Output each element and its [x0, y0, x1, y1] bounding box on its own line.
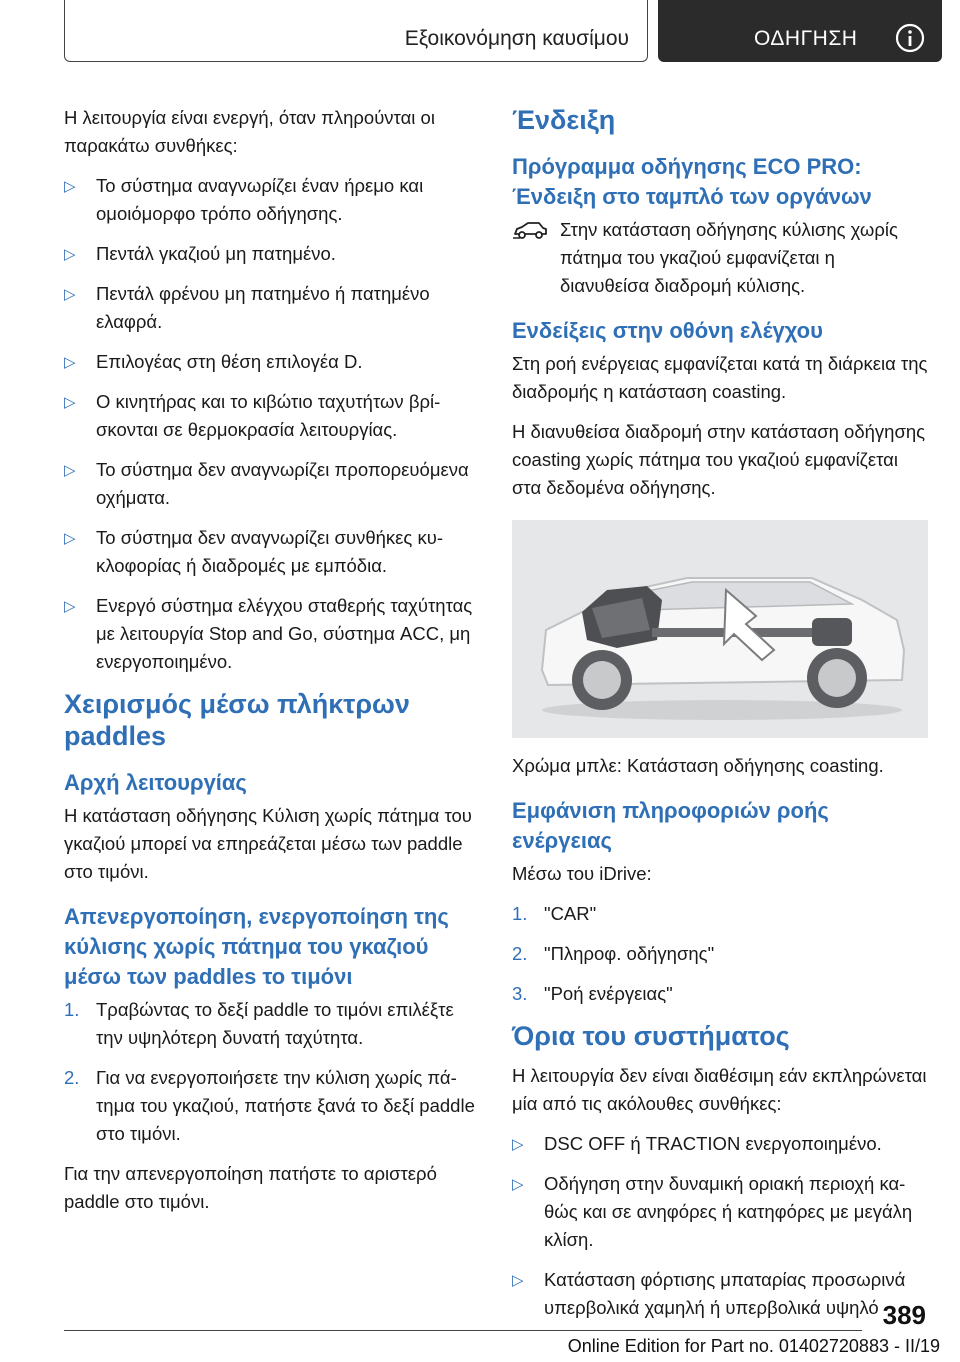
energy-flow-heading: Εμφάνιση πληροφοριών ροής ενέργειας [512, 798, 829, 853]
toggle-off-text: Για την απενεργοποίηση πατήστε το αριστερό paddle στο τιμόνι. [64, 1163, 437, 1212]
car-coasting-icon [512, 220, 548, 240]
car-drivetrain-image [512, 520, 928, 738]
toggle-heading: Απενεργοποίηση, ενεργοποίηση της κύλισης χωρίς πάτημα του γκαζιού μέσω των paddles το τιμόνι [64, 904, 449, 989]
energy-flow-steps [512, 900, 928, 1008]
list-item: 2. "Πληροφ. οδήγησης" [512, 943, 715, 964]
triangle-bullet-icon: ▷ [64, 286, 76, 303]
list-item: ▷ Ο κινητήρας και το κιβώτιο ταχυτήτων βρίσκονται σε θερμοκρασία λειτουργίας. [64, 391, 441, 440]
principle-text: Η κατάσταση οδήγησης Κύλιση χωρίς πάτημα του γκαζιού μπορεί να επηρεάζεται μέσω των paddle στο τιμόνι. [64, 805, 472, 882]
image-caption: Χρώμα μπλε: Κατάσταση οδήγησης coasting. [512, 755, 884, 776]
list-item: ▷ Επιλογέας στη θέση επιλογέα D. [64, 348, 480, 376]
list-item: 1. "CAR" [512, 903, 597, 924]
page-number: 389 [882, 1300, 926, 1330]
header-chapter-tab [658, 0, 942, 62]
list-item: 2. Για να ενεργοποιήσετε την κύλιση χωρίς πάτημα του γκαζιού, πατήστε ξανά το δεξί paddle στο τιμόνι. [64, 1067, 475, 1144]
right-column [512, 104, 928, 1334]
triangle-bullet-icon: ▷ [512, 1272, 524, 1289]
conditions-list [64, 172, 480, 676]
triangle-bullet-icon: ▷ [64, 598, 76, 615]
triangle-bullet-icon: ▷ [64, 246, 76, 263]
system-limits-list [512, 1130, 928, 1322]
system-limits-intro: Η λειτουργία δεν είναι διαθέσιμη εάν εκπληρώνεται μία από τις ακόλουθες συνθήκες: [512, 1065, 927, 1114]
control-text-1: Στη ροή ενέργειας εμφανίζεται κατά τη διάρκεια της διαδρομής η κατάσταση coasting. [512, 353, 928, 402]
header-section-tab [64, 0, 648, 62]
principle-heading: Αρχή λειτουργίας [64, 770, 247, 795]
left-column [64, 104, 480, 1228]
list-item: ▷ Το σύστημα δεν αναγνωρίζει συνθήκες κυκλοφορίας ή διαδρομές με εμπόδια. [64, 527, 444, 576]
triangle-bullet-icon: ▷ [64, 354, 76, 371]
triangle-bullet-icon: ▷ [64, 530, 76, 547]
list-item: ▷ Πεντάλ γκαζιού μη πατημένο. [64, 240, 480, 268]
list-item: ▷ Ενεργό σύστημα ελέγχου σταθερής ταχύτητας με λειτουργία Stop and Go, σύστημα ACC, μη ενεργοποιημένο. [64, 595, 473, 672]
list-item: ▷ Το σύστημα δεν αναγνωρίζει προπορευόμενα οχήματα. [64, 459, 469, 508]
list-item: ▷ Κατάσταση φόρτισης μπαταρίας προσωρινά υπερβολικά χαμηλή ή υπερβολικά υψηλό [512, 1269, 906, 1318]
edition-note: Online Edition for Part no. 01402720883 - II/19 [567, 1336, 940, 1356]
chapter-title: ΟΔΗΓΗΣΗ [754, 27, 858, 50]
eco-text: Στην κατάσταση οδήγησης κύλισης χωρίς πάτημα του γκαζιού εμφανίζεται η διανυθείσα διαδρομή κύλισης. [512, 216, 928, 300]
info-icon [894, 22, 926, 54]
triangle-bullet-icon: ▷ [512, 1176, 524, 1193]
footer-divider [64, 1330, 862, 1331]
conditions-intro: Η λειτουργία είναι ενεργή, όταν πληρούνται οι παρακάτω συνθήκες: [64, 107, 435, 156]
energy-flow-intro: Μέσω του iDrive: [512, 863, 652, 884]
list-item: ▷ DSC OFF ή TRACTION ενεργοποιημένο. [512, 1130, 928, 1158]
triangle-bullet-icon: ▷ [64, 462, 76, 479]
eco-heading: Πρόγραμμα οδήγησης ECO PRO: Ένδειξη στο ταμπλό των οργάνων [512, 154, 872, 209]
triangle-bullet-icon: ▷ [64, 394, 76, 411]
control-text-2: Η διανυθείσα διαδρομή στην κατάσταση οδήγησης coasting χωρίς πάτημα του γκαζιού εμφανίζεται στα δεδομένα οδήγησης. [512, 421, 926, 498]
indication-heading: Ένδειξη [512, 105, 616, 135]
control-display-heading: Ενδείξεις στην οθόνη ελέγχου [512, 318, 823, 343]
list-item: ▷ Οδήγηση στην δυναμική οριακή περιοχή καθώς και σε ανηφόρες ή κατηφόρες με μεγάλη κλίση. [512, 1173, 913, 1250]
list-item: 3. "Ροή ενέργειας" [512, 983, 673, 1004]
paddles-heading: Χειρισμός μέσω πλήκτρων paddles [64, 689, 410, 751]
system-limits-heading: Όρια του συστήματος [512, 1021, 790, 1051]
toggle-steps [64, 996, 480, 1148]
section-title: Εξοικονόμηση καυσίμου [404, 27, 629, 50]
triangle-bullet-icon: ▷ [64, 178, 76, 195]
list-item: ▷ Πεντάλ φρένου μη πατημένο ή πατημένο ελαφρά. [64, 283, 430, 332]
list-item: ▷ Το σύστημα αναγνωρίζει έναν ήρεμο και ομοιόμορφο τρόπο οδήγησης. [64, 175, 424, 224]
triangle-bullet-icon: ▷ [512, 1136, 524, 1153]
list-item: 1. Τραβώντας το δεξί paddle το τιμόνι επιλέξτε την υψηλότερη δυνατή ταχύτητα. [64, 999, 454, 1048]
